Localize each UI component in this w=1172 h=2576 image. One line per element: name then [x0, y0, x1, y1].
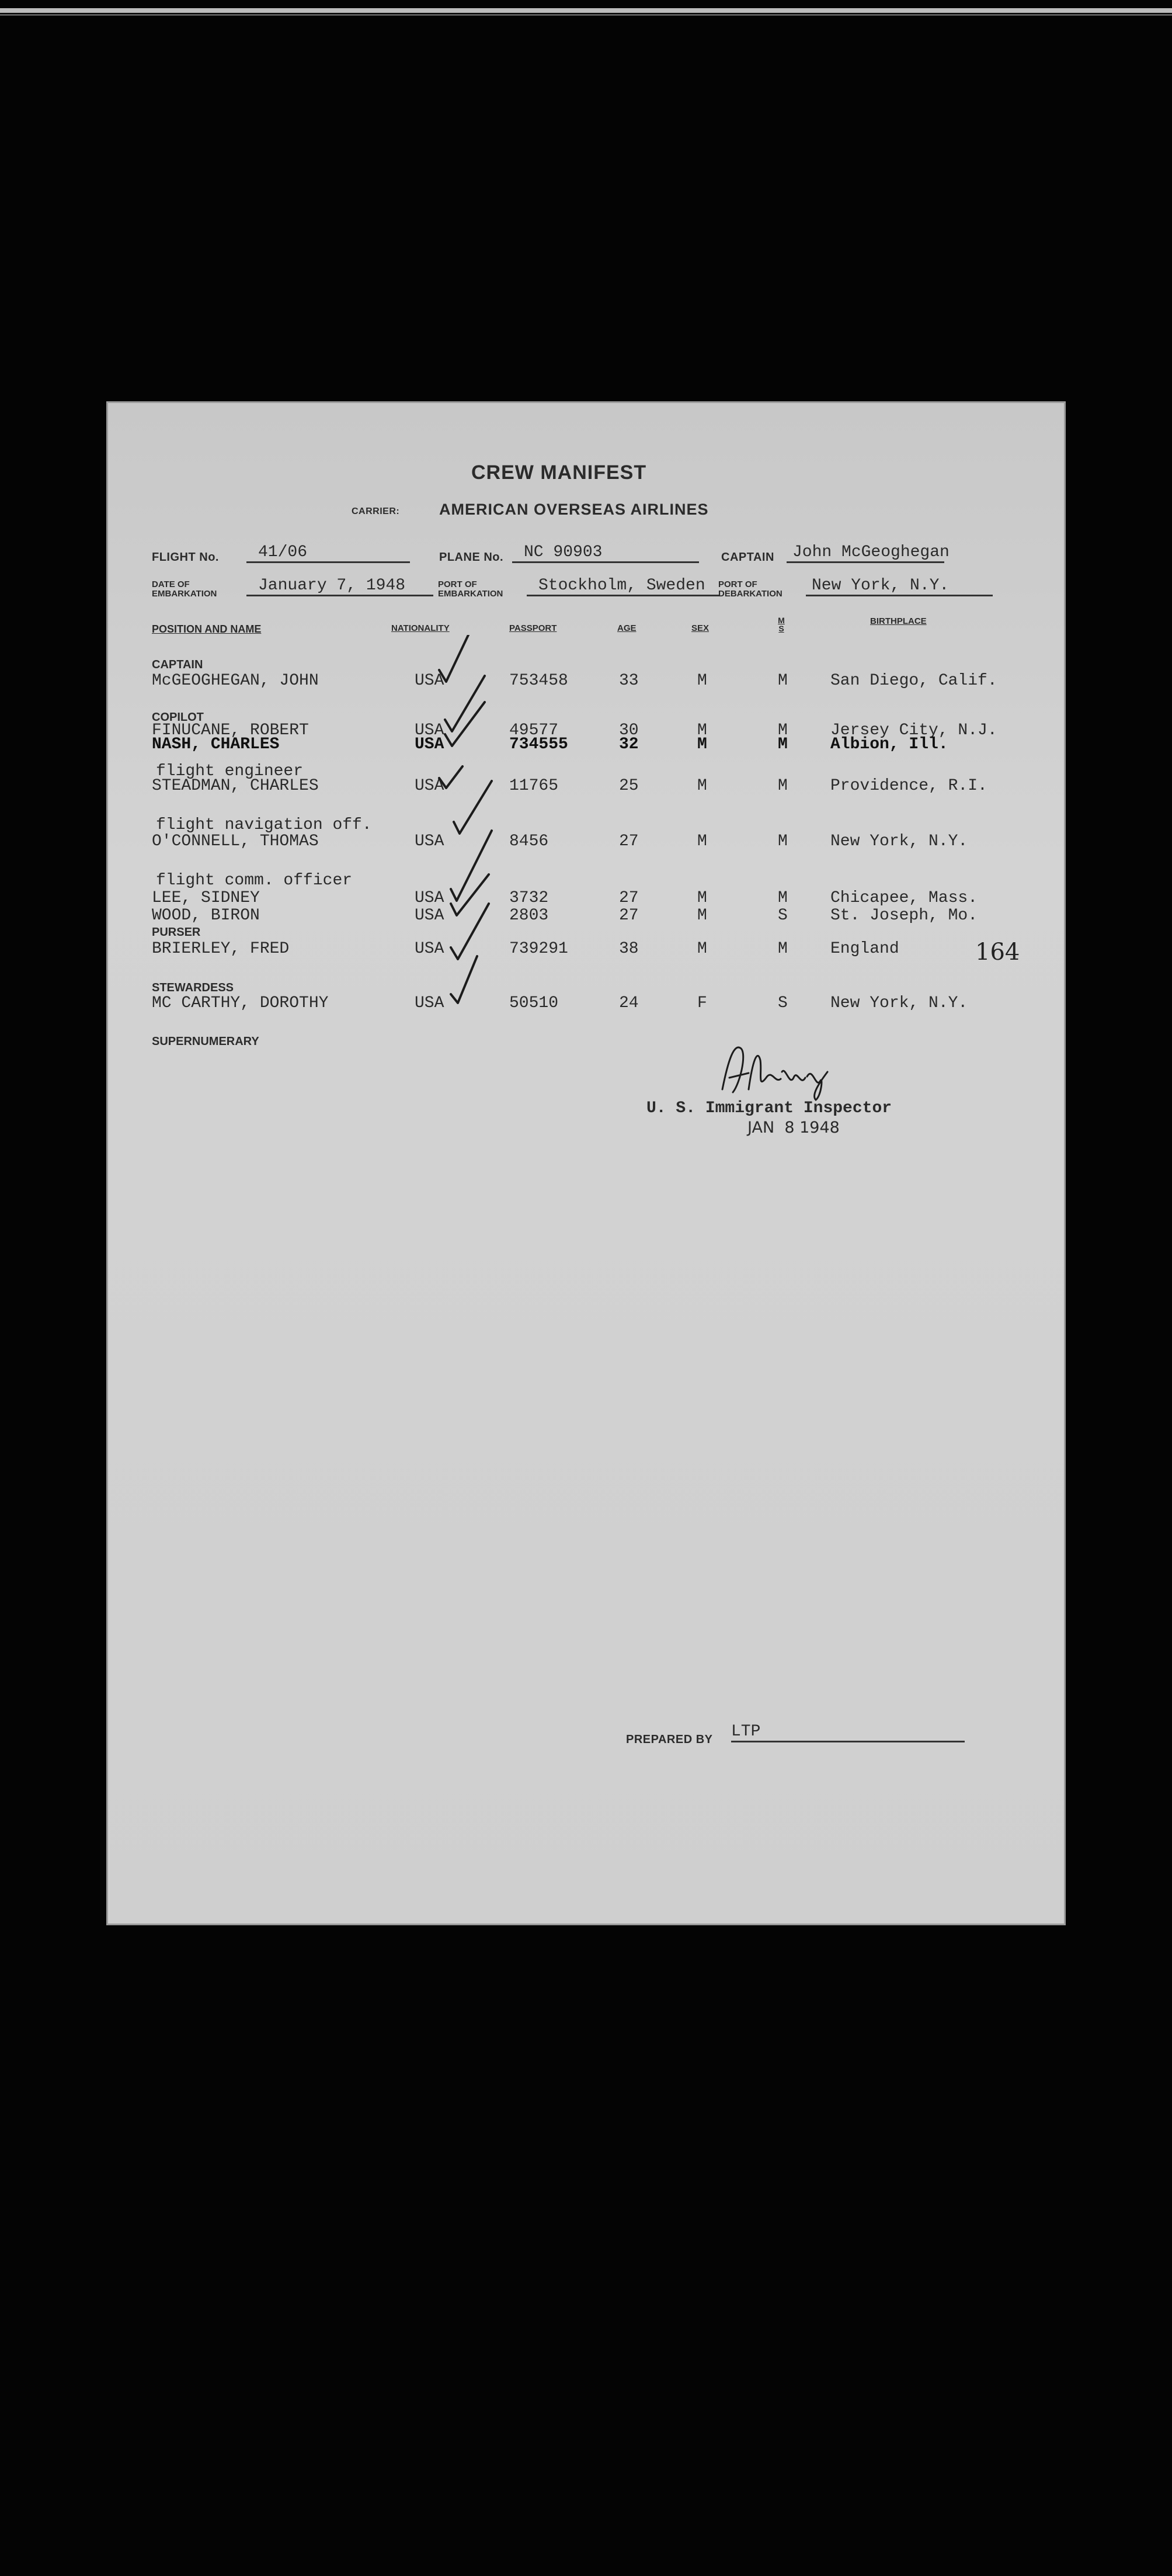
carrier-label: CARRIER:: [352, 506, 400, 516]
crew-birthplace: St. Joseph, Mo.: [830, 907, 978, 925]
crew-sex: M: [697, 721, 707, 740]
check-marks-drawing: [433, 635, 550, 1020]
flight-number: 41/06: [246, 543, 410, 563]
crew-marital: S: [778, 994, 788, 1012]
crew-age: 38: [619, 940, 639, 958]
col-marital: M S: [778, 616, 785, 633]
col-nationality: NATIONALITY: [391, 623, 450, 633]
inspection-stamp-date: JAN 8 1948: [747, 1119, 840, 1137]
check-mark-icon: [439, 766, 462, 788]
crew-name: McGEOGHEGAN, JOHN: [152, 672, 319, 690]
check-mark-icon: [451, 956, 477, 1003]
film-edge-shadow: [0, 14, 1172, 16]
inspector-label: U. S. Immigrant Inspector: [646, 1099, 892, 1117]
crew-sex: M: [697, 672, 707, 690]
section-comm-officer: flight comm. officer: [156, 872, 353, 890]
port-of-debarkation: New York, N.Y.: [806, 577, 993, 596]
crew-marital: M: [778, 832, 788, 850]
crew-passport: 11765: [509, 777, 559, 795]
inspector-signature: [717, 1037, 833, 1101]
crew-sex: M: [697, 777, 707, 795]
crew-name: BRIERLEY, FRED: [152, 940, 290, 958]
crew-name: O'CONNELL, THOMAS: [152, 832, 319, 850]
crew-marital: M: [778, 889, 788, 907]
section-navigation: flight navigation off.: [156, 816, 372, 834]
check-mark-icon: [454, 781, 492, 834]
crew-nationality: USA: [415, 672, 444, 690]
embarkation-date: January 7, 1948: [246, 577, 433, 596]
crew-birthplace: Jersey City, N.J.: [830, 721, 997, 740]
crew-passport: 739291: [509, 940, 568, 958]
crew-age: 27: [619, 832, 639, 850]
section-purser: PURSER: [152, 926, 201, 939]
section-captain: CAPTAIN: [152, 658, 203, 671]
crew-birthplace: New York, N.Y.: [830, 994, 968, 1012]
crew-nationality: USA: [415, 832, 444, 850]
crew-passport: 3732: [509, 889, 549, 907]
crew-age: 27: [619, 907, 639, 925]
manifest-title: CREW MANIFEST: [471, 461, 647, 484]
film-edge-line: [0, 8, 1172, 13]
crew-passport: 734555: [509, 735, 568, 754]
captain-name: John McGeoghegan: [787, 543, 944, 563]
crew-sex: M: [697, 735, 707, 754]
check-mark-icon: [439, 635, 468, 682]
crew-name: NASH, CHARLES: [152, 735, 280, 754]
crew-passport: 50510: [509, 994, 559, 1012]
crew-name: FINUCANE, ROBERT: [152, 721, 309, 740]
flight-label: FLIGHT No.: [152, 551, 219, 564]
crew-nationality: USA: [415, 777, 444, 795]
crew-passport: 8456: [509, 832, 549, 850]
crew-birthplace: Providence, R.I.: [830, 777, 987, 795]
crew-name: STEADMAN, CHARLES: [152, 777, 319, 795]
crew-passport: 753458: [509, 672, 568, 690]
crew-nationality: USA: [415, 907, 444, 925]
check-mark-icon: [451, 831, 492, 901]
captain-label: CAPTAIN: [721, 551, 774, 564]
col-passport: PASSPORT: [509, 623, 557, 633]
section-copilot: COPILOT: [152, 711, 204, 724]
crew-sex: M: [697, 832, 707, 850]
section-stewardess: STEWARDESS: [152, 981, 234, 994]
crew-passport: 49577: [509, 721, 559, 740]
crew-nationality: USA: [415, 889, 444, 907]
crew-age: 33: [619, 672, 639, 690]
date-label: DATE OF EMBARKATION: [152, 579, 217, 599]
crew-marital: M: [778, 777, 788, 795]
crew-birthplace: New York, N.Y.: [830, 832, 968, 850]
crew-name: LEE, SIDNEY: [152, 889, 260, 907]
crew-nationality: USA: [415, 940, 444, 958]
crew-sex: M: [697, 907, 707, 925]
crew-nationality: USA: [415, 994, 444, 1012]
section-supernumerary: SUPERNUMERARY: [152, 1035, 259, 1048]
crew-birthplace: San Diego, Calif.: [830, 672, 997, 690]
section-flight-engineer: flight engineer: [156, 762, 304, 780]
crew-sex: M: [697, 940, 707, 958]
col-age: AGE: [617, 623, 637, 633]
col-birthplace: BIRTHPLACE: [870, 616, 927, 626]
port-of-embarkation: Stockholm, Sweden: [527, 577, 719, 596]
plane-number: NC 90903: [512, 543, 699, 563]
crew-nationality: USA: [415, 721, 444, 740]
crew-marital: M: [778, 940, 788, 958]
check-mark-icon: [445, 676, 485, 731]
carrier-name: AMERICAN OVERSEAS AIRLINES: [439, 501, 709, 518]
crew-birthplace: England: [830, 940, 899, 958]
crew-sex: F: [697, 994, 707, 1012]
check-mark-icon: [451, 904, 489, 959]
crew-marital: S: [778, 907, 788, 925]
crew-age: 24: [619, 994, 639, 1012]
crew-manifest-page: [106, 401, 1066, 1925]
crew-nationality: USA: [415, 735, 444, 754]
crew-marital: M: [778, 721, 788, 740]
col-sex: SEX: [691, 623, 710, 633]
col-position-and-name: POSITION AND NAME: [152, 623, 262, 635]
port-embarkation-label: PORT OF EMBARKATION: [438, 579, 503, 599]
crew-age: 30: [619, 721, 639, 740]
crew-passport: 2803: [509, 907, 549, 925]
crew-age: 27: [619, 889, 639, 907]
crew-name: MC CARTHY, DOROTHY: [152, 994, 329, 1012]
prepared-by-label: PREPARED BY: [626, 1733, 713, 1746]
plane-label: PLANE No.: [439, 551, 504, 564]
crew-age: 32: [619, 735, 639, 754]
crew-marital: M: [778, 672, 788, 690]
page-number: 164: [975, 939, 1020, 966]
port-debarkation-label: PORT OF DEBARKATION: [718, 579, 783, 599]
crew-name: WOOD, BIRON: [152, 907, 260, 925]
check-mark-icon: [451, 874, 489, 915]
crew-birthplace: Chicapee, Mass.: [830, 889, 978, 907]
crew-birthplace: Albion, Ill.: [830, 735, 948, 754]
crew-sex: M: [697, 889, 707, 907]
crew-marital: M: [778, 735, 788, 754]
crew-age: 25: [619, 777, 639, 795]
prepared-by-value: LTP: [731, 1723, 965, 1742]
